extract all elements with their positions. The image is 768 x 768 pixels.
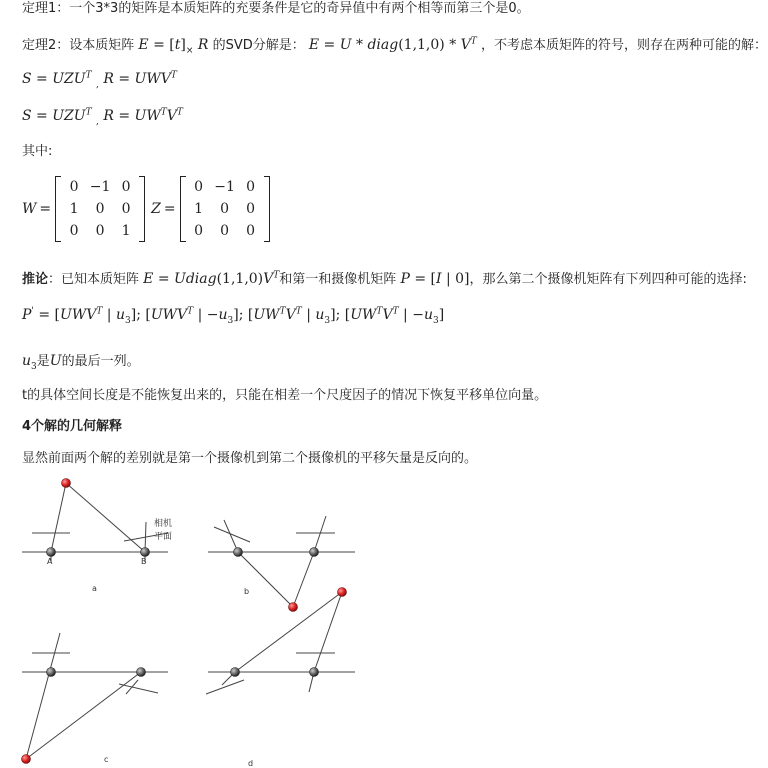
matrix-w-cell: 0 (95, 223, 105, 239)
camera-c2-center (137, 668, 146, 677)
u-symbol: U (49, 353, 62, 369)
matrix-z-row (186, 176, 264, 198)
theorem-2-mid: 的SVD分解是： (212, 38, 305, 53)
matrix-z-row (186, 220, 264, 242)
matrix-w-cell: 0 (69, 179, 79, 195)
panel-d-lines (206, 592, 355, 694)
matrix-z-cell: 0 (194, 179, 204, 195)
matrix-w-cell: 0 (95, 201, 105, 217)
u3-symbol: $u_3$ (22, 353, 37, 372)
corollary-formula-2: P = [I | 0] (400, 271, 470, 287)
corollary-label: 推论 (22, 272, 49, 287)
matrix-z-cell: −1 (214, 179, 235, 195)
corollary-text-2: 和第一和摄像机矩阵 (279, 272, 397, 287)
matrix-w-row (61, 176, 139, 198)
matrix-w (55, 176, 145, 242)
plane-label-2: 平面 (154, 532, 173, 542)
camera-b1-center (234, 548, 243, 557)
point-c (22, 755, 31, 764)
camera-label-b: B (141, 557, 147, 566)
explanation: 显然前面两个解的差别就是第一个摄像机到第二个摄像机的平移矢量是反向的。 (22, 451, 478, 466)
matrix-z-cell: 0 (246, 201, 256, 217)
matrix-z-cell: 0 (220, 201, 230, 217)
plane-label-1: 相机 (154, 519, 173, 529)
p-choices: $P' = [UWV^T$ | $u_3$]; [$UWV^T$ | $-u_3$]; [$UW^TV^T$ | $u_3$]; [$UW^TV^T$ | $-u_3$] (22, 306, 445, 326)
camera-d2-center (310, 668, 319, 677)
theorem-2 (22, 36, 767, 55)
camera-b2-center (310, 548, 319, 557)
theorem-2-suffix: ，不考虑本质矩阵的符号，则存在两种可能的解： (480, 38, 767, 53)
section-title: 4个解的几何解释 (22, 419, 123, 434)
theorem-2-prefix: 定理2：设本质矩阵 (22, 38, 135, 53)
matrix-z-cell: 0 (220, 223, 230, 239)
u3-rest: 的最后一列。 (61, 354, 140, 369)
matrix-w-cell: 0 (121, 179, 131, 195)
point-a (62, 479, 71, 488)
matrix-z (180, 176, 270, 242)
point-d (338, 588, 347, 597)
corollary-text-1: ：已知本质矩阵 (48, 272, 140, 287)
panel-label-b: b (244, 587, 250, 596)
corollary-formula-1: $E = Udiag(1,1,0)V^T$ (143, 270, 280, 287)
u3-is: 是 (36, 354, 50, 369)
theorem-2-formula-2: E = U * diag(1,1,0) * $V^T$ (308, 36, 477, 53)
panel-b-lines (208, 516, 355, 607)
matrix-w-cell: −1 (89, 179, 111, 195)
matrix-w-row (61, 220, 139, 242)
corollary (22, 270, 747, 289)
theorem-2-formula-1: $E = [t]_\times$ R (138, 37, 209, 56)
panel-label-c: c (104, 755, 109, 764)
where-label: 其中: (22, 144, 53, 159)
camera-a-center (47, 548, 56, 557)
matrix-z-cell: 0 (246, 223, 256, 239)
matrix-z-cell: 1 (194, 201, 204, 217)
matrix-w-cell: 0 (69, 223, 79, 239)
camera-d1-center (231, 668, 240, 677)
panel-c-lines (22, 633, 168, 759)
matrix-z-cell: 0 (194, 223, 204, 239)
camera-label-a: A (47, 557, 53, 566)
camera-b-center (141, 548, 150, 557)
matrix-w-name: W (22, 201, 37, 217)
camera-c1-center (47, 668, 56, 677)
matrices: W = 0 −1 0 1 0 0 0 0 1 Z = 0 −1 0 1 0 0 0 0 0 (22, 174, 276, 244)
matrix-z-name: Z (151, 201, 161, 217)
matrix-w-cell: 1 (121, 223, 131, 239)
matrix-z-cell: 0 (246, 179, 256, 195)
panel-label-a: a (92, 584, 97, 593)
t-note: t的具体空间长度是不能恢复出来的，只能在相差一个尺度因子的情况下恢复平移单位向量。 (22, 388, 548, 403)
solution-2: $S = UZU^T$ $_,$ $R = UW^TV^T$ (22, 107, 183, 127)
point-b (289, 603, 298, 612)
matrix-w-cell: 1 (69, 201, 79, 217)
u3-note (22, 352, 140, 371)
matrix-z-row (186, 198, 264, 220)
solution-1: $S = UZU^T$ $_,$ $R = UWV^T$ (22, 70, 177, 90)
matrix-w-cell: 0 (121, 201, 131, 217)
theorem-1: 定理1：一个3*3的矩阵是本质矩阵的充要条件是它的奇异值中有两个相等而第三个是0。 (22, 1, 530, 16)
matrix-w-row (61, 198, 139, 220)
panel-label-d: d (248, 759, 254, 768)
geometry-figure (0, 470, 768, 768)
corollary-text-3: ，那么第二个摄像机矩阵有下列四种可能的选择: (469, 272, 747, 287)
